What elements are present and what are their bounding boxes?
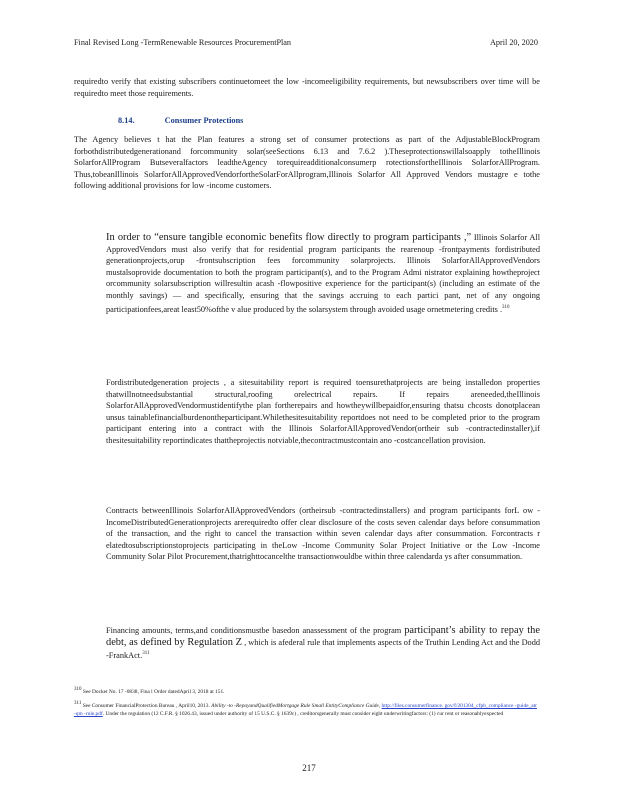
intro-paragraph: requiredto verify that existing subscribers continuetomeet the low -incomeeligibility requirements, but newsubscribers over time will be requiredto meet those requirements.: [74, 77, 540, 98]
consumer-protections-paragraph: The Agency believes t hat the Plan features a strong set of consumer protections as part of the AdjustableBlockProgram forbothdistributedgenerationand forcommunity solar(seeSections 6.13 and 7.6.2 ).Theseprotectionswillalsoapply totheIllinois SolarforAllProgram Butseveralfactors leadtheAgency torequireadditionalconsumerp rotectionsfortheIllinois SolarforAllProgram. Thus,tobeanIllinois SolarforAllApprovedVendorfortheSolarForAllprogram,Illinois Solarfor All Approved Vendors mustagre e tothe following additional provisions for low -income customers.: [74, 135, 540, 191]
list-item: [106, 625, 540, 662]
footnote-text: See Consumer FinancialProtection Bureau , April10, 2013.: [82, 702, 210, 709]
footnote: [74, 686, 540, 696]
footnote-text: See Docket No. 17 -0838, Fina l Order datedApril 3, 2018 at 151.: [82, 688, 225, 695]
footnote-number: 310: [74, 687, 82, 692]
list-item: [106, 505, 540, 563]
list-item: [106, 232, 540, 315]
list-item: [106, 377, 540, 447]
header-title: Final Revised Long -TermRenewable Resources ProcurementPlan: [74, 38, 292, 47]
footnote-title: Ability -to -RepayandQualifiedMortgage Rule Small EntityCompliance Guide: [211, 702, 379, 709]
footnote-number: 311: [74, 701, 82, 706]
list-item-body: Fordistributedgeneration projects , a sitesuitability report is required toensurethatprojects are being installedon properties thatwillnotneedsubstantial structural,roofing orelectrical repairs. If repairs areneeded,theIllinois SolarforAllApprovedVendormustidentifythe plan fortherepairs and howtheywillbepaidfor,ensuring thatsu chcosts donotplacean unsus tainablefinancialburdenontheparticipant.Whilethesitesuitability reportdoes not need to be completed prior to the program participant entering into a contract with the Illinois SolarforAllApprovedVendor(ortheir sub -contractedinstaller),if thesitesuitability reportindicates thattheprojectis notviable,thecontractmustcontain ano -costcancellation provision.: [106, 378, 540, 445]
list-item-body: Financing amounts, terms,and conditionsmustbe basedon anassessment of the program: [106, 626, 402, 635]
list-item-text: [106, 232, 540, 315]
list-item-text: [106, 625, 540, 662]
section-number: 8.14.: [118, 116, 135, 125]
footnote-link[interactable]: http://files.consumerfinance. gov/f/201304_cfpb_compliance -guide_atr -qm -rule.pdf: [74, 702, 537, 717]
header-date: April 20, 2020: [490, 38, 538, 47]
list-item-lead: participant’s ability to repay the debt, as defined by Regulation Z: [106, 625, 540, 648]
footnote-text-2: . Under the regulation (12 C.F.R. § 1026.43, issued under authority of 15 U.S.C. § 1639c) , creditorsgenerally must consider eight underwritingfactors: (1) cur rent or reasonablyexpected: [102, 710, 504, 717]
list-item-body-2: , which is afederal rule that implements aspects of the Truthin Lending Act and the Dodd -FrankAct.: [106, 637, 541, 660]
section-heading: [118, 116, 271, 125]
list-item-lead: In order to “ensure tangible economic benefits flow directly to program participants ,”: [106, 232, 472, 243]
footnote: 311 See Consumer FinancialProtection Bureau , April10, 2013. Ability -to -RepayandQualifiedMortgage Rule Small EntityCompliance Guide, http://files.consumerfinance. gov/f/201304_cfpb_compliance -guide_atr -qm -rule.pdf. Under the regulation (12 C.F.R. § 1026.43, issued under authority of 15 U.S.C. § 1639c) , creditorsgenerally must consider eight underwritingfactors: (1) cur rent or reasonablyexpected: [74, 701, 537, 717]
list-item-body: Illinois Solarfor All ApprovedVendors must also verify that for residential program participants the rearenoup -frontpayments fordistributed generationprojects,orup -frontsubscription fees forcommunity solarprojects. Illinois SolarforAllApprovedVendors mustalsoprovide documentation to both the program participant(s), and to the Program Admi nistrator explaining howtheproject orcommunity solarsubscription willresultin acash -flowpositive experience for the participant(s) (including an estimate of the monthly savings) — and specifically, ensuring that the savings accruing to each partici pant, net of any ongoing participationfees,areat least50%ofthe v alue produced by the solarsystem through avoided usage ornetmetering credits .: [106, 233, 540, 314]
section-title: Consumer Protections: [164, 116, 244, 125]
list-item-body: Contracts betweenIllinois SolarforAllApprovedVendors (ortheirsub -contractedinstallers) and program participants forL ow -IncomeDistributedGenerationprojects arerequiredto offer clear disclosure of the costs seven calendar days before consummation of the transaction, and the right to cancel the transaction within seven calendar days after consummation. Forcontracts r elatedtosubscriptionstoprojects participating in theLow -Income Community Solar Project Initiative or the Low -Income Community Solar Pilot Procurement,thatrighttocancelthe transactionwouldbe within three calendarda ys after consummation.: [106, 506, 540, 562]
page-number: 217: [302, 763, 316, 773]
footnote-ref[interactable]: 311: [142, 651, 150, 657]
footnote-ref[interactable]: 310: [502, 304, 510, 310]
